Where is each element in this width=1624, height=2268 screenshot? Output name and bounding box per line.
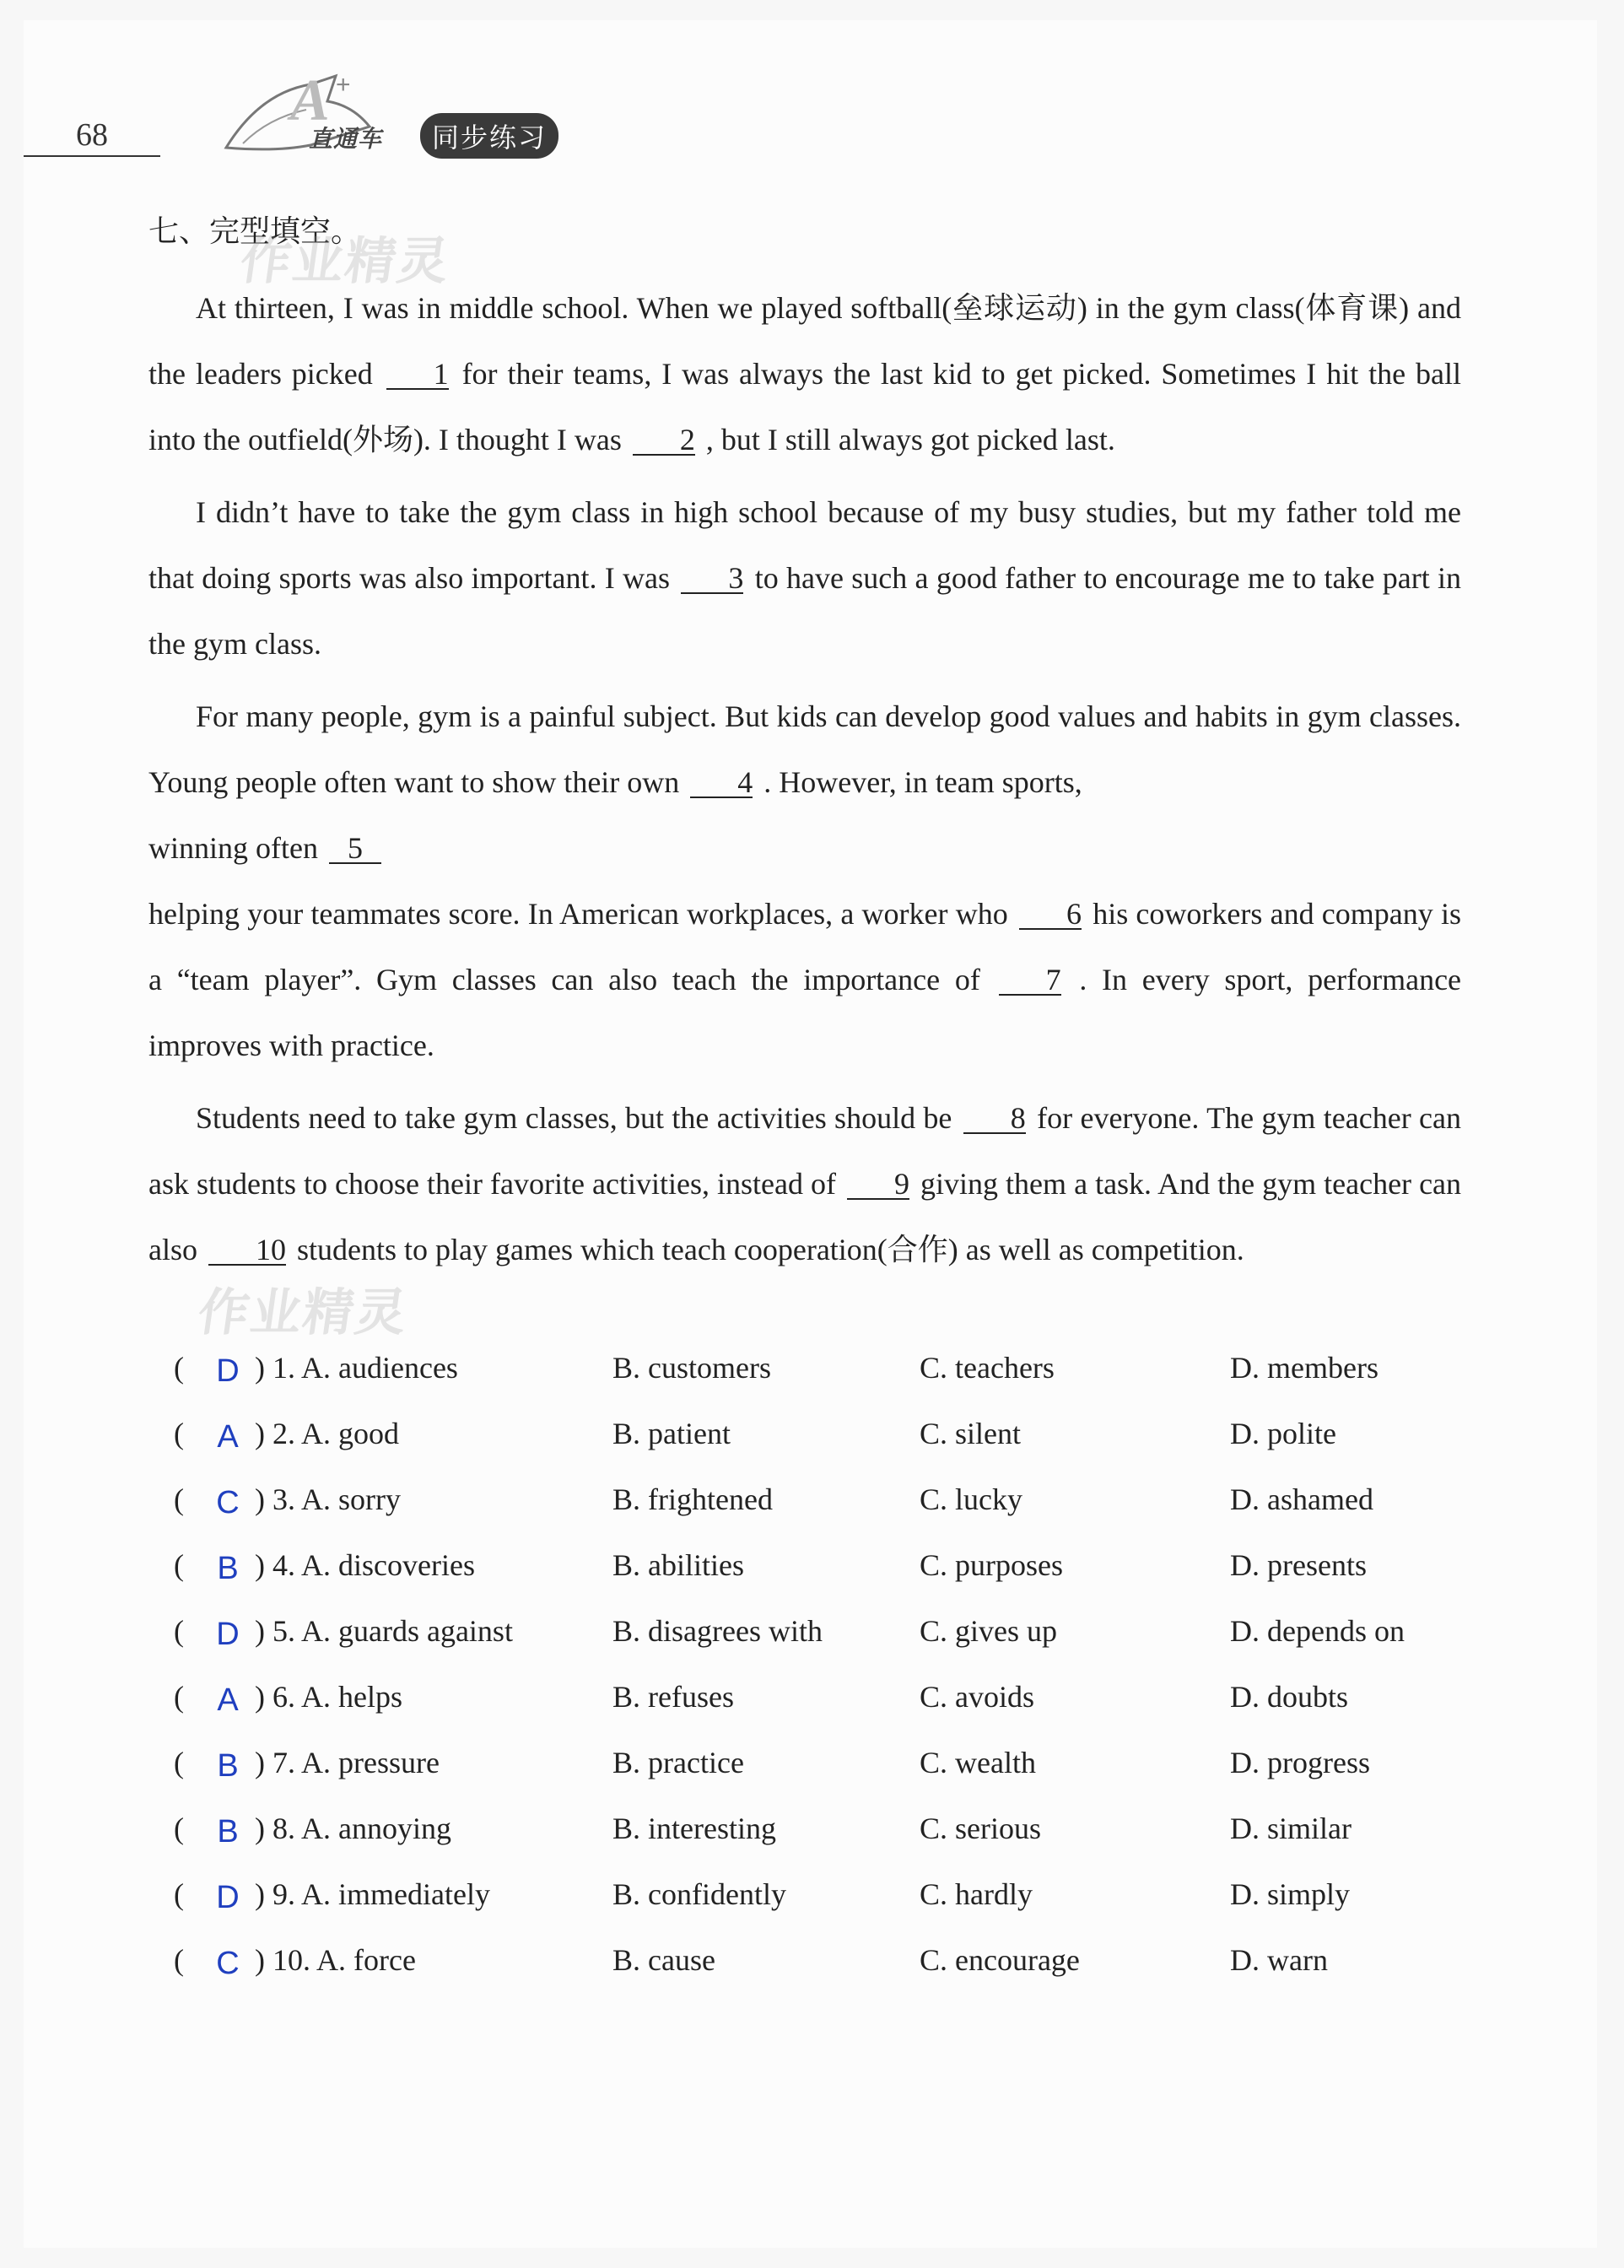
page-number: 68 xyxy=(24,116,160,157)
option-d: D. doubts xyxy=(1230,1680,1349,1714)
option-a: ) 7. A. pressure xyxy=(255,1746,440,1779)
option-b: B. disagrees with xyxy=(612,1614,823,1648)
question-row: ( A ) 6. A. helps B. refuses C. avoids D. doubts xyxy=(174,1680,1349,1718)
answer-mark: A xyxy=(217,1682,239,1718)
answer-mark: B xyxy=(217,1748,239,1784)
option-d: D. simply xyxy=(1230,1877,1351,1911)
option-d: D. progress xyxy=(1230,1746,1370,1779)
option-c: C. teachers xyxy=(920,1351,1055,1385)
blank-9: 9 xyxy=(847,1169,909,1200)
blank-5: 5 xyxy=(329,834,381,864)
question-row: ( C ) 10. A. force B. cause C. encourage D. warn xyxy=(174,1943,1328,1981)
option-b: B. refuses xyxy=(612,1680,734,1714)
brand-name: 直通车 xyxy=(309,125,383,153)
question-row: ( C ) 3. A. sorry B. frightened C. lucky D. ashamed xyxy=(174,1482,1373,1520)
option-c: C. avoids xyxy=(920,1680,1035,1714)
blank-8: 8 xyxy=(963,1104,1026,1134)
option-a: ) 4. A. discoveries xyxy=(255,1548,475,1582)
option-c: C. encourage xyxy=(920,1943,1080,1977)
svg-text:A: A xyxy=(290,68,330,133)
option-c: C. hardly xyxy=(920,1877,1033,1911)
answer-mark: C xyxy=(216,1946,240,1981)
question-row: ( A ) 2. A. good B. patient C. silent D. polite xyxy=(174,1417,1336,1455)
answer-mark: A xyxy=(217,1419,239,1455)
svg-text:+: + xyxy=(336,71,351,99)
page-header xyxy=(24,68,614,160)
section-title: 七、完型填空。 xyxy=(148,214,362,249)
answer-mark: B xyxy=(217,1814,239,1850)
option-d: D. warn xyxy=(1230,1943,1328,1977)
option-b: B. patient xyxy=(612,1417,731,1450)
watermark: 作业精灵 xyxy=(236,232,455,291)
question-row: ( D ) 9. A. immediately B. confidently C. hardly D. simply xyxy=(174,1877,1351,1915)
paragraph-3: For many people, gym is a painful subject. But kids can develop good values and habits in gym classes. Young people often want to show their own 4 . However, in team sports, winning often 5 helping your teammates score. In American workplaces, a worker who 6 his coworkers and company is a “team player”. Gym classes can also teach the importance of 7 . In every sport, performance improves with practice. xyxy=(148,699,1462,1062)
option-b: B. frightened xyxy=(612,1482,773,1516)
option-a: ) 5. A. guards against xyxy=(255,1614,513,1648)
blank-4: 4 xyxy=(690,768,753,798)
option-b: B. abilities xyxy=(612,1548,744,1582)
paragraph-1: At thirteen, I was in middle school. When we played softball(垒球运动) in the gym class(体育课) and the leaders picked 1 for their teams, I was always the last kid to get picked. Sometimes I hit the ball into the outfield(外场). I thought I was 2 , but I still always got picked last. xyxy=(148,291,1462,456)
option-a: ) 2. A. good xyxy=(255,1417,399,1450)
question-row: ( B ) 7. A. pressure B. practice C. wealth D. progress xyxy=(174,1746,1370,1784)
option-c: C. gives up xyxy=(920,1614,1058,1648)
option-d: D. members xyxy=(1230,1351,1379,1385)
options-list xyxy=(174,1350,1490,2008)
option-c: C. lucky xyxy=(920,1482,1022,1516)
question-row: ( B ) 4. A. discoveries B. abilities C. purposes D. presents xyxy=(174,1548,1367,1586)
option-d: D. similar xyxy=(1230,1812,1352,1845)
blank-3: 3 xyxy=(681,564,743,594)
option-d: D. presents xyxy=(1230,1548,1367,1582)
blank-2: 2 xyxy=(633,425,695,456)
option-b: B. practice xyxy=(612,1746,744,1779)
answer-mark: B xyxy=(217,1551,239,1586)
option-a: ) 6. A. helps xyxy=(255,1680,402,1714)
option-c: C. serious xyxy=(920,1812,1041,1845)
question-row: ( B ) 8. A. annoying B. interesting C. serious D. similar xyxy=(174,1812,1352,1850)
watermark: 作业精灵 xyxy=(194,1283,413,1342)
paragraph-2: I didn’t have to take the gym class in high school because of my busy studies, but my father told me that doing sports was also important. I was 3 to have such a good father to encourage me to take part in the gym class. xyxy=(148,495,1462,661)
paragraph-4: Students need to take gym classes, but the activities should be 8 for everyone. The gym teacher can ask students to choose their favorite activities, instead of 9 giving them a task. And the gym teacher can also 10 students to play games which teach cooperation(合作) as well as competition. xyxy=(148,1101,1462,1266)
option-c: C. purposes xyxy=(920,1548,1063,1582)
blank-6: 6 xyxy=(1019,899,1082,930)
answer-mark: D xyxy=(216,1880,240,1915)
option-d: D. depends on xyxy=(1230,1614,1405,1648)
question-row: ( D ) 1. A. audiences B. customers C. teachers D. members xyxy=(174,1351,1379,1389)
answer-mark: D xyxy=(216,1353,240,1389)
option-c: C. wealth xyxy=(920,1746,1036,1779)
option-b: B. customers xyxy=(612,1351,771,1385)
blank-7: 7 xyxy=(999,965,1061,996)
blank-10: 10 xyxy=(208,1235,286,1266)
answer-mark: C xyxy=(216,1485,240,1520)
question-row: ( D ) 5. A. guards against B. disagrees with C. gives up D. depends on xyxy=(174,1614,1405,1652)
option-a: ) 3. A. sorry xyxy=(255,1482,401,1516)
option-a: ) 8. A. annoying xyxy=(255,1812,451,1845)
option-b: B. confidently xyxy=(612,1877,786,1911)
blank-1: 1 xyxy=(386,359,449,390)
option-b: B. cause xyxy=(612,1943,715,1977)
option-a: ) 1. A. audiences xyxy=(255,1351,458,1385)
option-d: D. polite xyxy=(1230,1417,1336,1450)
option-a: ) 9. A. immediately xyxy=(255,1877,490,1911)
option-d: D. ashamed xyxy=(1230,1482,1373,1516)
option-c: C. silent xyxy=(920,1417,1022,1450)
cloze-passage xyxy=(148,275,1461,1289)
series-badge: 同步练习 xyxy=(420,113,558,159)
answer-mark: D xyxy=(216,1617,240,1652)
option-b: B. interesting xyxy=(612,1812,776,1845)
option-a: ) 10. A. force xyxy=(255,1943,416,1977)
